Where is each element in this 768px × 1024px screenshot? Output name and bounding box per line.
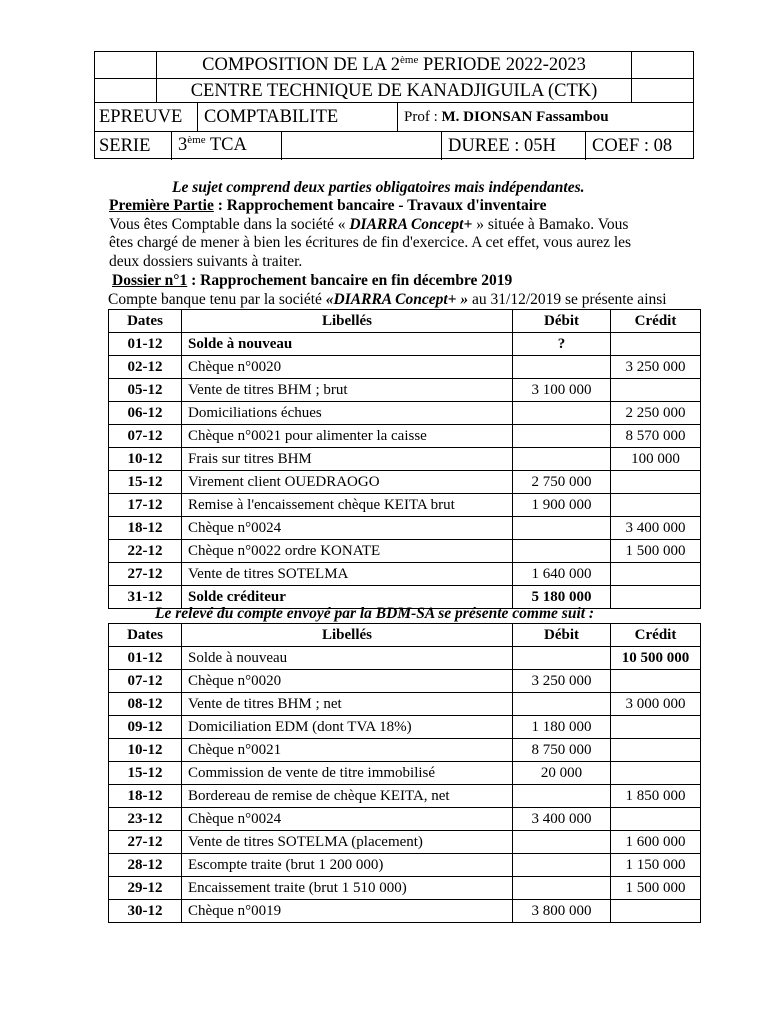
subject-note: Le sujet comprend deux parties obligatoires mais indépendantes. bbox=[172, 179, 585, 196]
cell-date: 15-12 bbox=[109, 762, 182, 785]
cell-label: Vente de titres BHM ; net bbox=[182, 693, 513, 716]
cell-date: 30-12 bbox=[109, 900, 182, 923]
cell-label: Vente de titres BHM ; brut bbox=[182, 379, 513, 402]
cell-credit bbox=[611, 471, 701, 494]
serie-label: SERIE bbox=[99, 136, 151, 156]
cell-date: 27-12 bbox=[109, 563, 182, 586]
cell-debit: 1 640 000 bbox=[513, 563, 611, 586]
col-header-debit: Débit bbox=[513, 624, 611, 647]
exam-header bbox=[94, 51, 694, 159]
cell-credit: 3 000 000 bbox=[611, 693, 701, 716]
table-row bbox=[109, 402, 701, 425]
cell-credit bbox=[611, 333, 701, 356]
table-row bbox=[109, 563, 701, 586]
col-header-credit: Crédit bbox=[611, 310, 701, 333]
cell-credit: 1 850 000 bbox=[611, 785, 701, 808]
cell-credit bbox=[611, 900, 701, 923]
cell-debit bbox=[513, 517, 611, 540]
cell-date: 06-12 bbox=[109, 402, 182, 425]
table-row bbox=[109, 831, 701, 854]
header-row-title bbox=[95, 52, 693, 78]
dossier-title: Dossier n°1 : Rapprochement bancaire en fin décembre 2019 bbox=[112, 272, 513, 289]
cell-label: Bordereau de remise de chèque KEITA, net bbox=[182, 785, 513, 808]
table-row bbox=[109, 540, 701, 563]
cell-date: 02-12 bbox=[109, 356, 182, 379]
duration: DUREE : 05H bbox=[448, 136, 556, 156]
cell-label: Chèque n°0022 ordre KONATE bbox=[182, 540, 513, 563]
cell-debit: 2 750 000 bbox=[513, 471, 611, 494]
table-row bbox=[109, 494, 701, 517]
table-row bbox=[109, 670, 701, 693]
cell-date: 18-12 bbox=[109, 785, 182, 808]
cell-credit: 1 500 000 bbox=[611, 540, 701, 563]
cell-label: Vente de titres SOTELMA (placement) bbox=[182, 831, 513, 854]
cell-label: Chèque n°0021 bbox=[182, 739, 513, 762]
cell-debit: 3 400 000 bbox=[513, 808, 611, 831]
coefficient: COEF : 08 bbox=[592, 136, 673, 156]
cell-date: 10-12 bbox=[109, 448, 182, 471]
header-row-subject bbox=[95, 102, 693, 132]
cell-label: Solde à nouveau bbox=[182, 333, 513, 356]
cell-date: 05-12 bbox=[109, 379, 182, 402]
table-row bbox=[109, 716, 701, 739]
cell-label: Chèque n°0020 bbox=[182, 670, 513, 693]
cell-debit: 3 250 000 bbox=[513, 670, 611, 693]
cell-date: 29-12 bbox=[109, 877, 182, 900]
cell-date: 08-12 bbox=[109, 693, 182, 716]
intro-line-1: Vous êtes Comptable dans la société « DIARRA Concept+ » située à Bamako. Vous bbox=[109, 216, 629, 233]
col-header-dates: Dates bbox=[109, 310, 182, 333]
epreuve-label: EPREUVE bbox=[99, 107, 183, 127]
cell-debit: 1 180 000 bbox=[513, 716, 611, 739]
class-name: 3ème TCA bbox=[178, 134, 247, 156]
account-intro: Compte banque tenu par la société «DIARRA Concept+ » au 31/12/2019 se présente ainsi bbox=[108, 291, 667, 308]
cell-label: Vente de titres SOTELMA bbox=[182, 563, 513, 586]
intro-line-2: êtes chargé de mener à bien les écritures de fin d'exercice. A cet effet, vous aurez les bbox=[109, 234, 632, 251]
intro-line-3: deux dossiers suivants à traiter. bbox=[109, 253, 303, 270]
col-header-dates: Dates bbox=[109, 624, 182, 647]
cell-credit: 10 500 000 bbox=[611, 647, 701, 670]
table-row bbox=[109, 471, 701, 494]
cell-debit: 20 000 bbox=[513, 762, 611, 785]
cell-debit bbox=[513, 785, 611, 808]
cell-label: Chèque n°0021 pour alimenter la caisse bbox=[182, 425, 513, 448]
cell-date: 22-12 bbox=[109, 540, 182, 563]
subject-name: COMPTABILITE bbox=[204, 107, 339, 127]
cell-date: 27-12 bbox=[109, 831, 182, 854]
cell-debit: 5 180 000 bbox=[513, 586, 611, 609]
cell-credit bbox=[611, 379, 701, 402]
cell-label: Encaissement traite (brut 1 510 000) bbox=[182, 877, 513, 900]
cell-debit bbox=[513, 647, 611, 670]
col-header-libelles: Libellés bbox=[182, 310, 513, 333]
cell-label: Escompte traite (brut 1 200 000) bbox=[182, 854, 513, 877]
cell-date: 01-12 bbox=[109, 647, 182, 670]
exam-title: COMPOSITION DE LA 2ème PERIODE 2022-2023 bbox=[202, 54, 586, 76]
cell-credit bbox=[611, 670, 701, 693]
cell-credit bbox=[611, 808, 701, 831]
col-header-debit: Débit bbox=[513, 310, 611, 333]
cell-debit bbox=[513, 402, 611, 425]
cell-credit bbox=[611, 762, 701, 785]
company-bank-ledger bbox=[108, 309, 701, 609]
cell-label: Solde à nouveau bbox=[182, 647, 513, 670]
cell-credit: 2 250 000 bbox=[611, 402, 701, 425]
school-name: CENTRE TECHNIQUE DE KANADJIGUILA (CTK) bbox=[190, 81, 598, 101]
table-row bbox=[109, 448, 701, 471]
table-header-row bbox=[109, 310, 701, 333]
header-row-class bbox=[95, 131, 693, 160]
cell-debit bbox=[513, 540, 611, 563]
cell-label: Chèque n°0024 bbox=[182, 517, 513, 540]
cell-credit bbox=[611, 586, 701, 609]
cell-debit: 1 900 000 bbox=[513, 494, 611, 517]
part-title: Première Partie : Rapprochement bancaire - Travaux d'inventaire bbox=[109, 197, 547, 214]
cell-date: 31-12 bbox=[109, 586, 182, 609]
table-row bbox=[109, 333, 701, 356]
cell-credit: 1 500 000 bbox=[611, 877, 701, 900]
cell-label: Solde créditeur bbox=[182, 586, 513, 609]
cell-label: Frais sur titres BHM bbox=[182, 448, 513, 471]
col-header-libelles: Libellés bbox=[182, 624, 513, 647]
cell-date: 17-12 bbox=[109, 494, 182, 517]
cell-debit: 8 750 000 bbox=[513, 739, 611, 762]
cell-label: Chèque n°0024 bbox=[182, 808, 513, 831]
cell-debit bbox=[513, 448, 611, 471]
cell-credit: 1 150 000 bbox=[611, 854, 701, 877]
cell-label: Domiciliation EDM (dont TVA 18%) bbox=[182, 716, 513, 739]
table-row bbox=[109, 854, 701, 877]
cell-credit: 1 600 000 bbox=[611, 831, 701, 854]
cell-credit bbox=[611, 494, 701, 517]
cell-debit: ? bbox=[513, 333, 611, 356]
cell-date: 15-12 bbox=[109, 471, 182, 494]
releve-note: Le relevé du compte envoyé par la BDM-SA se présente comme suit : bbox=[155, 605, 595, 622]
cell-credit: 3 250 000 bbox=[611, 356, 701, 379]
cell-debit: 3 100 000 bbox=[513, 379, 611, 402]
table-row bbox=[109, 647, 701, 670]
cell-date: 18-12 bbox=[109, 517, 182, 540]
cell-debit bbox=[513, 693, 611, 716]
cell-label: Remise à l'encaissement chèque KEITA brut bbox=[182, 494, 513, 517]
table-row bbox=[109, 739, 701, 762]
cell-debit bbox=[513, 831, 611, 854]
table-row bbox=[109, 693, 701, 716]
cell-date: 07-12 bbox=[109, 670, 182, 693]
cell-label: Chèque n°0019 bbox=[182, 900, 513, 923]
table-row bbox=[109, 356, 701, 379]
cell-credit: 3 400 000 bbox=[611, 517, 701, 540]
cell-date: 07-12 bbox=[109, 425, 182, 448]
table-row bbox=[109, 877, 701, 900]
table-row bbox=[109, 517, 701, 540]
table-row bbox=[109, 379, 701, 402]
cell-debit bbox=[513, 425, 611, 448]
bank-statement-ledger bbox=[108, 623, 701, 923]
cell-label: Chèque n°0020 bbox=[182, 356, 513, 379]
table-row bbox=[109, 808, 701, 831]
table-header-row bbox=[109, 624, 701, 647]
table-row bbox=[109, 425, 701, 448]
cell-credit bbox=[611, 716, 701, 739]
cell-credit: 100 000 bbox=[611, 448, 701, 471]
cell-date: 01-12 bbox=[109, 333, 182, 356]
cell-debit bbox=[513, 877, 611, 900]
cell-label: Domiciliations échues bbox=[182, 402, 513, 425]
cell-debit: 3 800 000 bbox=[513, 900, 611, 923]
cell-date: 28-12 bbox=[109, 854, 182, 877]
cell-credit bbox=[611, 563, 701, 586]
table-row bbox=[109, 900, 701, 923]
table-row bbox=[109, 785, 701, 808]
cell-date: 23-12 bbox=[109, 808, 182, 831]
cell-credit bbox=[611, 739, 701, 762]
cell-debit bbox=[513, 356, 611, 379]
cell-label: Virement client OUEDRAOGO bbox=[182, 471, 513, 494]
cell-date: 10-12 bbox=[109, 739, 182, 762]
table-row bbox=[109, 762, 701, 785]
col-header-credit: Crédit bbox=[611, 624, 701, 647]
cell-debit bbox=[513, 854, 611, 877]
prof-info: Prof : M. DIONSAN Fassambou bbox=[404, 109, 609, 125]
header-row-school bbox=[95, 78, 693, 103]
cell-label: Commission de vente de titre immobilisé bbox=[182, 762, 513, 785]
cell-credit: 8 570 000 bbox=[611, 425, 701, 448]
cell-date: 09-12 bbox=[109, 716, 182, 739]
